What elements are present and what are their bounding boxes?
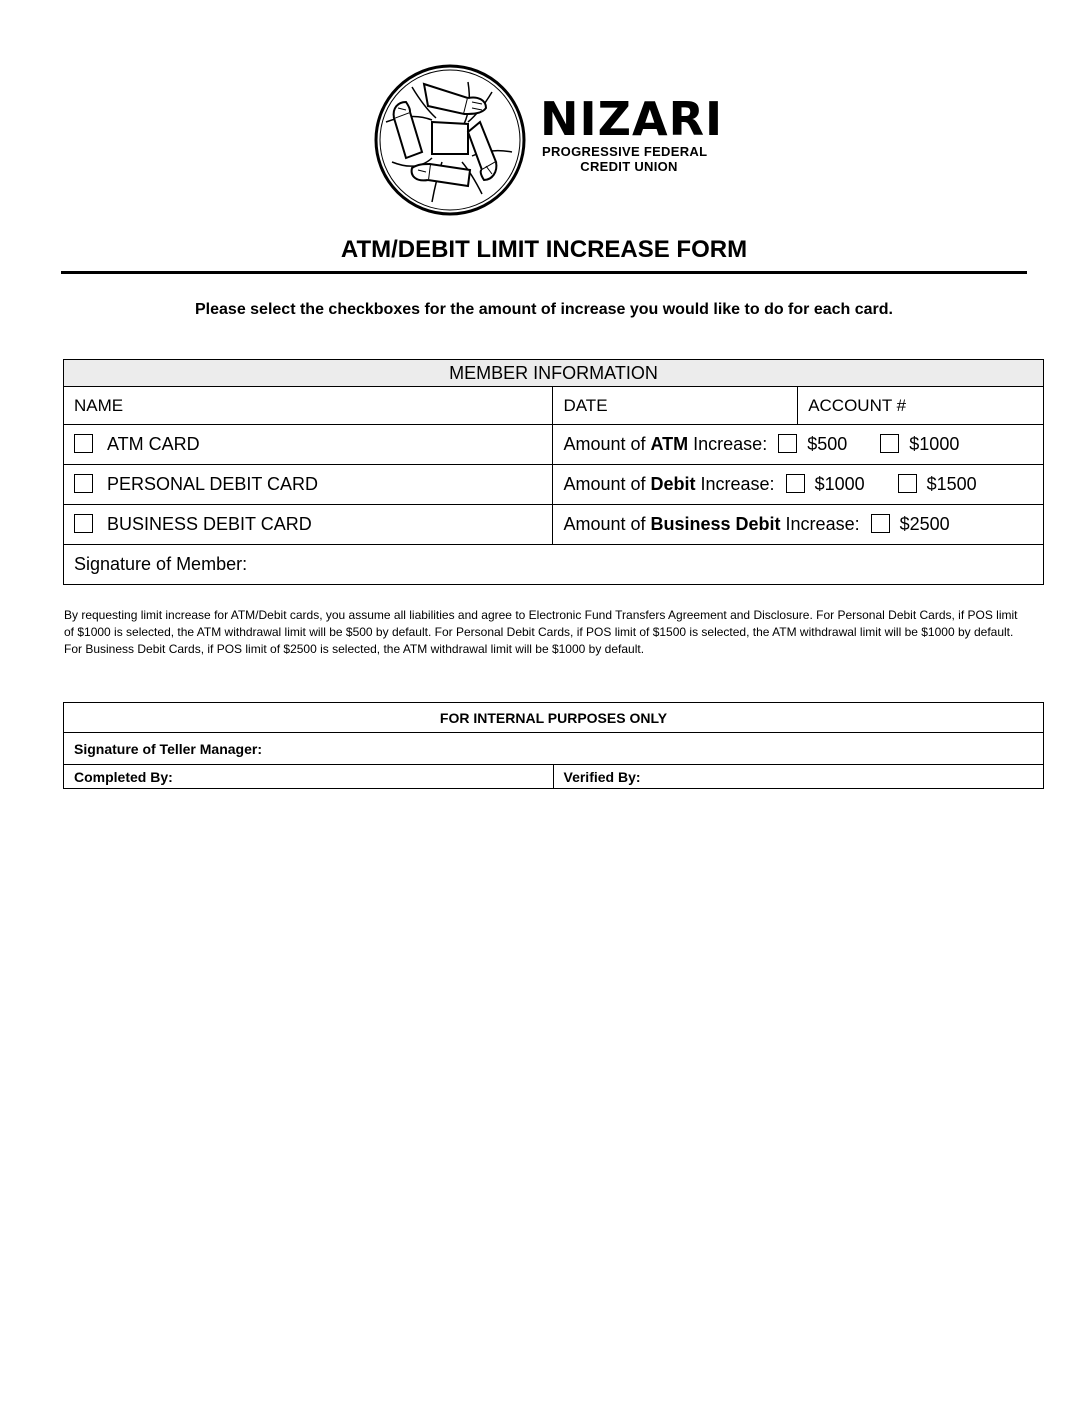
name-field[interactable] <box>64 387 553 425</box>
business-2500-label: $2500 <box>899 514 950 534</box>
business-amount-cell <box>553 505 1044 545</box>
account-field[interactable] <box>798 387 1044 425</box>
account-label: ACCOUNT # <box>808 395 907 415</box>
business-debit-label: BUSINESS DEBIT CARD <box>107 514 312 534</box>
atm-1000-label: $1000 <box>909 434 960 454</box>
atm-card-cell <box>64 425 553 465</box>
debit-amount-prefix: Amount of <box>563 474 651 494</box>
name-label: NAME <box>74 395 124 415</box>
member-signature-label: Signature of Member: <box>74 554 248 574</box>
debit-amount-bold: Debit <box>650 474 696 494</box>
atm-500-label: $500 <box>807 434 848 454</box>
member-info-header: MEMBER INFORMATION <box>64 360 1044 387</box>
verified-by-field[interactable] <box>553 765 1044 789</box>
atm-amount-suffix: Increase: <box>688 434 768 454</box>
title-divider <box>61 271 1027 274</box>
member-signature-field[interactable] <box>64 545 1044 585</box>
debit-amount-cell <box>553 465 1044 505</box>
business-amount-suffix: Increase: <box>780 514 860 534</box>
atm-card-checkbox[interactable] <box>74 434 93 453</box>
debit-1500-label: $1500 <box>926 474 977 494</box>
business-debit-cell <box>64 505 553 545</box>
atm-1000-checkbox[interactable] <box>880 434 899 453</box>
business-debit-checkbox[interactable] <box>74 514 93 533</box>
date-label: DATE <box>563 395 608 415</box>
date-field[interactable] <box>553 387 798 425</box>
debit-1000-checkbox[interactable] <box>786 474 805 493</box>
internal-header: FOR INTERNAL PURPOSES ONLY <box>64 703 1044 733</box>
brand-name: NIZARI <box>540 92 724 146</box>
brand-subtitle-line2: CREDIT UNION <box>580 159 678 174</box>
atm-amount-cell <box>553 425 1044 465</box>
teller-signature-field[interactable] <box>64 733 1044 765</box>
business-2500-checkbox[interactable] <box>871 514 890 533</box>
atm-card-label: ATM CARD <box>107 434 200 454</box>
disclaimer-text: By requesting limit increase for ATM/Debit cards, you assume all liabilities and agree to Electronic Fund Transfers Agreement and Disclosure. For Personal Debit Cards, if POS limit of $1000 is selected, the ATM withdrawal limit will be $500 by default. For Personal Debit Cards, if POS limit of $1500 is selected, the ATM withdrawal limit will be $1000 by default. For Business Debit Cards, if POS limit of $2500 is selected, the ATM withdrawal limit will be $1000 by default. <box>64 608 1018 656</box>
verified-by-label: Verified By: <box>563 768 641 785</box>
business-amount-bold: Business Debit <box>650 514 781 534</box>
personal-debit-label: PERSONAL DEBIT CARD <box>107 474 319 494</box>
brand-subtitle-line1: PROGRESSIVE FEDERAL <box>542 144 708 159</box>
joined-hands-logo-icon <box>372 62 528 218</box>
atm-500-checkbox[interactable] <box>778 434 797 453</box>
atm-amount-bold: ATM <box>650 434 689 454</box>
completed-by-label: Completed By: <box>74 768 173 785</box>
debit-amount-suffix: Increase: <box>695 474 775 494</box>
debit-1000-label: $1000 <box>814 474 865 494</box>
atm-amount-prefix: Amount of <box>563 434 651 454</box>
instructions-text: Please select the checkboxes for the amount of increase you would like to do for each card. <box>195 301 893 318</box>
teller-signature-label: Signature of Teller Manager: <box>74 740 262 757</box>
form-title: ATM/DEBIT LIMIT INCREASE FORM <box>340 236 748 263</box>
member-information-table <box>63 359 1044 585</box>
personal-debit-cell <box>64 465 553 505</box>
completed-by-field[interactable] <box>64 765 554 789</box>
personal-debit-checkbox[interactable] <box>74 474 93 493</box>
business-amount-prefix: Amount of <box>563 514 651 534</box>
debit-1500-checkbox[interactable] <box>898 474 917 493</box>
internal-purposes-table <box>63 702 1044 789</box>
